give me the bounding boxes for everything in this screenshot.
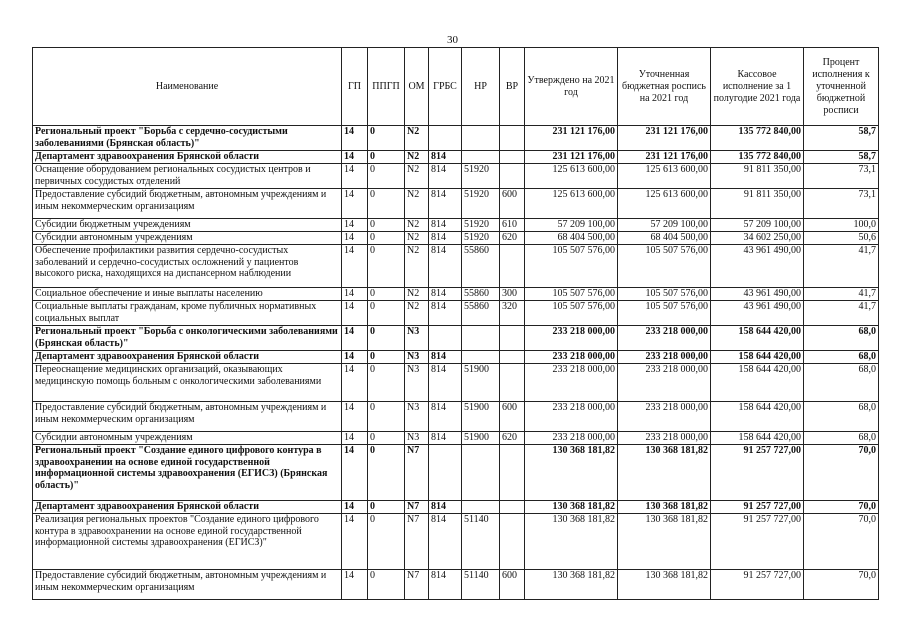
row-refined: 233 218 000,00 [618, 402, 711, 432]
row-refined: 233 218 000,00 [618, 364, 711, 402]
row-name: Предоставление субсидий бюджетным, автономным учреждениям и иным некоммерческим организациям [33, 570, 342, 600]
row-om: N2 [405, 189, 429, 219]
row-gp: 14 [342, 514, 368, 570]
row-percent: 70,0 [804, 514, 879, 570]
header-approved: Утверждено на 2021 год [525, 48, 618, 126]
row-approved: 105 507 576,00 [525, 288, 618, 301]
row-percent: 70,0 [804, 570, 879, 600]
row-cash: 43 961 490,00 [711, 245, 804, 288]
row-refined: 125 613 600,00 [618, 164, 711, 189]
row-ppgp: 0 [368, 514, 405, 570]
row-vr [500, 364, 525, 402]
row-name: Департамент здравоохранения Брянской области [33, 351, 342, 364]
row-name: Субсидии автономным учреждениям [33, 432, 342, 445]
row-ppgp: 0 [368, 402, 405, 432]
header-grbs: ГРБС [429, 48, 462, 126]
row-ppgp: 0 [368, 301, 405, 326]
row-om: N3 [405, 402, 429, 432]
header-cash: Кассовое исполнение за 1 полугодие 2021 года [711, 48, 804, 126]
row-np [462, 151, 500, 164]
row-gp: 14 [342, 402, 368, 432]
row-approved: 233 218 000,00 [525, 402, 618, 432]
row-cash: 91 257 727,00 [711, 445, 804, 501]
table-row [33, 432, 879, 445]
row-refined: 68 404 500,00 [618, 232, 711, 245]
row-vr: 620 [500, 232, 525, 245]
row-ppgp: 0 [368, 326, 405, 351]
header-gp: ГП [342, 48, 368, 126]
table-row [33, 514, 879, 570]
row-grbs: 814 [429, 514, 462, 570]
row-ppgp: 0 [368, 151, 405, 164]
row-approved: 231 121 176,00 [525, 151, 618, 164]
row-om: N7 [405, 445, 429, 501]
row-grbs: 814 [429, 288, 462, 301]
row-np [462, 351, 500, 364]
row-gp: 14 [342, 164, 368, 189]
row-vr [500, 351, 525, 364]
row-gp: 14 [342, 219, 368, 232]
row-vr: 620 [500, 432, 525, 445]
row-gp: 14 [342, 126, 368, 151]
row-percent: 50,6 [804, 232, 879, 245]
table-row [33, 445, 879, 501]
row-name: Оснащение оборудованием региональных сосудистых центров и первичных сосудистых отделений [33, 164, 342, 189]
row-approved: 105 507 576,00 [525, 301, 618, 326]
row-percent: 68,0 [804, 364, 879, 402]
row-vr: 600 [500, 570, 525, 600]
row-name: Реализация региональных проектов "Создание единого цифрового контура в здравоохранении на основе единой государственной информационной системы здравоохранения (ЕГИСЗ)" [33, 514, 342, 570]
row-np [462, 501, 500, 514]
row-cash: 43 961 490,00 [711, 288, 804, 301]
row-approved: 233 218 000,00 [525, 326, 618, 351]
row-grbs: 814 [429, 570, 462, 600]
row-approved: 233 218 000,00 [525, 351, 618, 364]
row-percent: 41,7 [804, 288, 879, 301]
row-percent: 68,0 [804, 326, 879, 351]
row-np: 55860 [462, 245, 500, 288]
row-name: Переоснащение медицинских организаций, оказывающих медицинскую помощь больным с онкологическими заболеваниями [33, 364, 342, 402]
row-cash: 158 644 420,00 [711, 432, 804, 445]
row-refined: 231 121 176,00 [618, 126, 711, 151]
table-row [33, 326, 879, 351]
row-gp: 14 [342, 445, 368, 501]
row-cash: 43 961 490,00 [711, 301, 804, 326]
row-refined: 57 209 100,00 [618, 219, 711, 232]
row-om: N3 [405, 364, 429, 402]
row-refined: 231 121 176,00 [618, 151, 711, 164]
row-cash: 91 811 350,00 [711, 189, 804, 219]
row-approved: 130 368 181,82 [525, 501, 618, 514]
row-ppgp: 0 [368, 126, 405, 151]
row-name: Региональный проект "Создание единого цифрового контура в здравоохранении на основе единой государственной информационной системы здравоохранения (ЕГИСЗ) (Брянская область)" [33, 445, 342, 501]
row-gp: 14 [342, 151, 368, 164]
row-np: 51140 [462, 570, 500, 600]
row-name: Социальное обеспечение и иные выплаты населению [33, 288, 342, 301]
row-om: N2 [405, 232, 429, 245]
row-ppgp: 0 [368, 232, 405, 245]
row-name: Предоставление субсидий бюджетным, автономным учреждениям и иным некоммерческим организациям [33, 189, 342, 219]
row-gp: 14 [342, 326, 368, 351]
row-approved: 130 368 181,82 [525, 570, 618, 600]
row-refined: 105 507 576,00 [618, 301, 711, 326]
row-om: N2 [405, 288, 429, 301]
row-refined: 233 218 000,00 [618, 326, 711, 351]
row-percent: 58,7 [804, 151, 879, 164]
table-row [33, 164, 879, 189]
row-name: Региональный проект "Борьба с онкологическими заболеваниями (Брянская область)" [33, 326, 342, 351]
row-ppgp: 0 [368, 189, 405, 219]
row-percent: 58,7 [804, 126, 879, 151]
row-name: Субсидии автономным учреждениям [33, 232, 342, 245]
row-vr: 600 [500, 402, 525, 432]
row-np: 51920 [462, 219, 500, 232]
table-row [33, 501, 879, 514]
row-cash: 91 811 350,00 [711, 164, 804, 189]
row-percent: 70,0 [804, 445, 879, 501]
table-row [33, 151, 879, 164]
row-grbs: 814 [429, 245, 462, 288]
row-grbs: 814 [429, 351, 462, 364]
table-row [33, 364, 879, 402]
row-grbs: 814 [429, 432, 462, 445]
row-name: Субсидии бюджетным учреждениям [33, 219, 342, 232]
row-refined: 130 368 181,82 [618, 501, 711, 514]
header-name: Наименование [33, 48, 342, 126]
row-name: Департамент здравоохранения Брянской области [33, 501, 342, 514]
budget-execution-table [32, 47, 879, 600]
row-gp: 14 [342, 245, 368, 288]
row-cash: 34 602 250,00 [711, 232, 804, 245]
row-ppgp: 0 [368, 432, 405, 445]
row-vr [500, 151, 525, 164]
row-ppgp: 0 [368, 219, 405, 232]
row-om: N2 [405, 301, 429, 326]
row-gp: 14 [342, 432, 368, 445]
row-name: Региональный проект "Борьба с сердечно-сосудистыми заболеваниями (Брянская область)" [33, 126, 342, 151]
row-refined: 130 368 181,82 [618, 445, 711, 501]
row-percent: 68,0 [804, 432, 879, 445]
row-om: N3 [405, 432, 429, 445]
row-vr: 600 [500, 189, 525, 219]
row-np: 51900 [462, 402, 500, 432]
page-number: 30 [447, 34, 458, 46]
header-percent: Процент исполнения к уточненной бюджетной росписи [804, 48, 879, 126]
row-percent: 100,0 [804, 219, 879, 232]
row-refined: 105 507 576,00 [618, 288, 711, 301]
row-refined: 125 613 600,00 [618, 189, 711, 219]
row-vr [500, 445, 525, 501]
row-grbs: 814 [429, 151, 462, 164]
row-ppgp: 0 [368, 364, 405, 402]
row-ppgp: 0 [368, 445, 405, 501]
row-np: 51920 [462, 189, 500, 219]
header-om: ОМ [405, 48, 429, 126]
row-om: N7 [405, 514, 429, 570]
row-vr: 300 [500, 288, 525, 301]
row-vr: 610 [500, 219, 525, 232]
table-row [33, 402, 879, 432]
row-ppgp: 0 [368, 501, 405, 514]
header-refined: Уточненная бюджетная роспись на 2021 год [618, 48, 711, 126]
row-np: 55860 [462, 288, 500, 301]
row-cash: 57 209 100,00 [711, 219, 804, 232]
row-vr [500, 245, 525, 288]
row-percent: 41,7 [804, 301, 879, 326]
row-approved: 231 121 176,00 [525, 126, 618, 151]
row-ppgp: 0 [368, 164, 405, 189]
row-percent: 41,7 [804, 245, 879, 288]
row-om: N2 [405, 164, 429, 189]
table-header-row [33, 48, 879, 126]
row-percent: 70,0 [804, 501, 879, 514]
row-gp: 14 [342, 288, 368, 301]
row-om: N3 [405, 326, 429, 351]
row-vr [500, 514, 525, 570]
row-percent: 73,1 [804, 164, 879, 189]
row-approved: 233 218 000,00 [525, 432, 618, 445]
row-grbs [429, 326, 462, 351]
row-approved: 68 404 500,00 [525, 232, 618, 245]
table-row [33, 351, 879, 364]
row-name: Обеспечение профилактики развития сердечно-сосудистых заболеваний и сердечно-сосудистых осложнений у пациентов высокого риска, находящихся на диспансерном наблюдении [33, 245, 342, 288]
row-grbs: 814 [429, 232, 462, 245]
row-grbs: 814 [429, 364, 462, 402]
row-np: 55860 [462, 301, 500, 326]
row-grbs: 814 [429, 164, 462, 189]
row-om: N2 [405, 219, 429, 232]
row-approved: 105 507 576,00 [525, 245, 618, 288]
row-approved: 125 613 600,00 [525, 164, 618, 189]
row-grbs [429, 445, 462, 501]
row-om: N3 [405, 351, 429, 364]
table-row [33, 245, 879, 288]
row-percent: 68,0 [804, 351, 879, 364]
row-np: 51900 [462, 364, 500, 402]
row-om: N7 [405, 501, 429, 514]
row-approved: 233 218 000,00 [525, 364, 618, 402]
header-vr: ВР [500, 48, 525, 126]
table-row [33, 189, 879, 219]
row-refined: 233 218 000,00 [618, 432, 711, 445]
row-np: 51900 [462, 432, 500, 445]
row-cash: 135 772 840,00 [711, 151, 804, 164]
row-gp: 14 [342, 301, 368, 326]
row-vr [500, 126, 525, 151]
row-cash: 158 644 420,00 [711, 402, 804, 432]
row-refined: 233 218 000,00 [618, 351, 711, 364]
row-approved: 125 613 600,00 [525, 189, 618, 219]
row-cash: 91 257 727,00 [711, 570, 804, 600]
row-name: Предоставление субсидий бюджетным, автономным учреждениям и иным некоммерческим организациям [33, 402, 342, 432]
row-gp: 14 [342, 364, 368, 402]
row-grbs: 814 [429, 501, 462, 514]
row-cash: 91 257 727,00 [711, 514, 804, 570]
row-gp: 14 [342, 570, 368, 600]
row-gp: 14 [342, 501, 368, 514]
row-ppgp: 0 [368, 351, 405, 364]
row-gp: 14 [342, 189, 368, 219]
row-gp: 14 [342, 232, 368, 245]
row-om: N2 [405, 151, 429, 164]
row-refined: 130 368 181,82 [618, 514, 711, 570]
row-approved: 130 368 181,82 [525, 445, 618, 501]
row-cash: 158 644 420,00 [711, 351, 804, 364]
row-grbs [429, 126, 462, 151]
row-cash: 158 644 420,00 [711, 326, 804, 351]
row-name: Социальные выплаты гражданам, кроме публичных нормативных социальных выплат [33, 301, 342, 326]
header-np: НР [462, 48, 500, 126]
row-cash: 91 257 727,00 [711, 501, 804, 514]
row-om: N7 [405, 570, 429, 600]
row-np: 51140 [462, 514, 500, 570]
row-percent: 68,0 [804, 402, 879, 432]
row-np [462, 126, 500, 151]
row-grbs: 814 [429, 301, 462, 326]
row-refined: 105 507 576,00 [618, 245, 711, 288]
row-grbs: 814 [429, 402, 462, 432]
table-row [33, 301, 879, 326]
table-row [33, 232, 879, 245]
row-vr: 320 [500, 301, 525, 326]
row-np: 51920 [462, 232, 500, 245]
row-np [462, 326, 500, 351]
row-om: N2 [405, 126, 429, 151]
row-np [462, 445, 500, 501]
row-grbs: 814 [429, 219, 462, 232]
table-row [33, 126, 879, 151]
row-approved: 130 368 181,82 [525, 514, 618, 570]
row-ppgp: 0 [368, 570, 405, 600]
row-ppgp: 0 [368, 245, 405, 288]
row-refined: 130 368 181,82 [618, 570, 711, 600]
row-np: 51920 [462, 164, 500, 189]
table-row [33, 219, 879, 232]
table-row [33, 570, 879, 600]
row-ppgp: 0 [368, 288, 405, 301]
table-row [33, 288, 879, 301]
row-cash: 135 772 840,00 [711, 126, 804, 151]
row-grbs: 814 [429, 189, 462, 219]
row-om: N2 [405, 245, 429, 288]
row-name: Департамент здравоохранения Брянской области [33, 151, 342, 164]
row-percent: 73,1 [804, 189, 879, 219]
row-gp: 14 [342, 351, 368, 364]
row-vr [500, 164, 525, 189]
row-cash: 158 644 420,00 [711, 364, 804, 402]
row-approved: 57 209 100,00 [525, 219, 618, 232]
row-vr [500, 326, 525, 351]
row-vr [500, 501, 525, 514]
header-ppgp: ППГП [368, 48, 405, 126]
